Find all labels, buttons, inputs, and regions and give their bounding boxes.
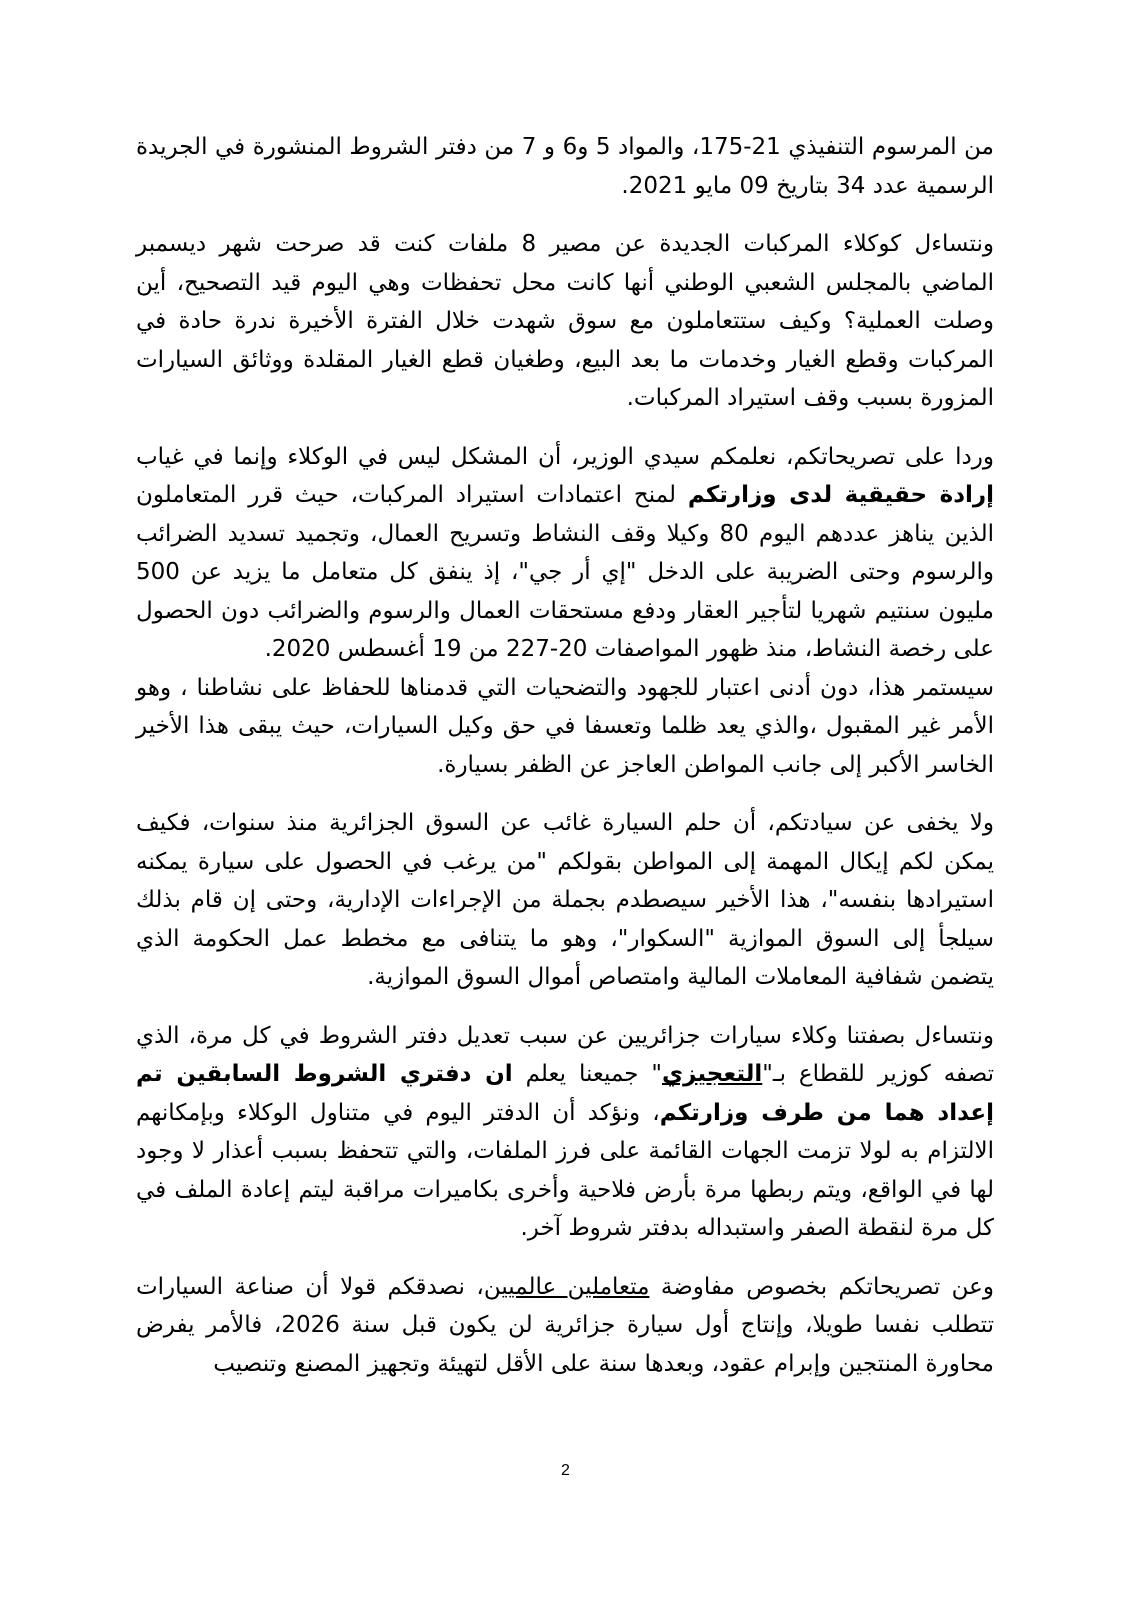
paragraph-rest: لمنح اعتمادات استيراد المركبات، حيث قرر المتعاملون الذين يناهز عددهم اليوم 80 وكيلا وقف النشاط وتسريح العمال، وتجميد تسديد الضرائب والرسوم وحتى الضريبة على الدخل "إي أر جي"، إذ ينفق كل متعامل ما يزيد عن 500 مليون سنتيم شهريا لتأجير العقار ودفع مستحقات العمال والرسوم والضرائب دون الحصول على رخصة النشاط، منذ ظهور المواصفات 20-227 من 19 أغسطس 2020. [136,482,994,662]
paragraph-car-dream [136,804,994,997]
paragraph-mid: " جميعنا يعلم [525,1061,662,1087]
paragraph-intro: وردا على تصريحاتكم، نعلمكم سيدي الوزير، أن المشكل ليس في الوكلاء وإنما في غياب [136,443,994,470]
document-body [136,128,994,1403]
page-number: 2 [561,1462,570,1479]
paragraph-text: سيستمر هذا، دون أدنى اعتبار للجهود والتضحيات التي قدمناها للحفاظ على نشاطنا ، وهو الأمر غير المقبول ،والذي يعد ظلما وتعسفا في حق وكيل السيارات، حيث يبقى هذا الأخير الخاسر الأكبر إلى جانب المواطن العاجز عن الظفر بسيارة. [136,674,994,778]
paragraph-text: من المرسوم التنفيذي 21-175، والمواد 5 و6 و 7 من دفتر الشروط المنشورة في الجريدة الرسمية عدد 34 بتاريخ 09 مايو 2021. [136,134,994,199]
paragraph-specifications [136,1017,994,1248]
paragraph-rest: ، نصدقكم قولا أن صناعة السيارات تتطلب نفسا طويلا، وإنتاج أول سيارة جزائرية لن يكون قبل سنة 2026، فالأمر يفرض محاورة المنتجين وإبرام عقود، وبعدها سنة على الأقل لتهيئة وتجهيز المصنع وتنصيب [136,1273,994,1377]
paragraph-text: ونتساءل كوكلاء المركبات الجديدة عن مصير 8 ملفات كنت قد صرحت شهر ديسمبر الماضي بالمجلس الشعبي الوطني أنها كانت محل تحفظات وهي اليوم قيد التصحيح، أين وصلت العملية؟ وكيف ستتعاملون مع سوق شهدت خلال الفترة الأخيرة ندرة حادة في المركبات وقطع الغيار وخدمات ما بعد البيع، وطغيان قطع الغيار المقلدة ووثائق السيارات المزورة بسبب وقف استيراد المركبات. [136,231,995,411]
underline-emphasis: متعاملين عالميين [483,1273,650,1300]
paragraph-rest: ، ونؤكد أن الدفتر اليوم في متناول الوكلاء وبإمكانهم الالتزام به لولا تزمت الجهات القائمة على فرز الملفات، والتي تتحفظ بسبب أعذار لا وجود لها في الواقع، ويتم ربطها مرة بأرض فلاحية وأخرى بكاميرات مراقبة ليتم إعادة الملف في كل مرة لنقطة الصفر واستبداله بدفتر شروط آخر. [136,1099,994,1241]
bold-underline-emphasis: التعجيزي [662,1061,763,1087]
bold-emphasis: ان دفتري الشروط السابقين تم إعداد هما من طرف وزارتكم [136,1061,994,1126]
paragraph-intro: ونتساءل بصفتنا وكلاء سيارات جزائريين عن سبب تعديل دفتر الشروط في كل مرة، الذي تصفه كوزير للقطاع بـ" [136,1022,995,1087]
paragraph-files-question [136,225,994,418]
paragraph-global-operators [136,1268,994,1384]
bold-emphasis: إرادة حقيقية لدى وزارتكم [687,482,995,508]
paragraph-response [136,438,994,669]
paragraph-continuation [136,669,994,785]
paragraph-decree-reference [136,128,994,205]
paragraph-intro: وعن تصريحاتكم بخصوص مفاوضة [660,1273,994,1300]
paragraph-text: ولا يخفى عن سيادتكم، أن حلم السيارة غائب عن السوق الجزائرية منذ سنوات، فكيف يمكن لكم إيكال المهمة إلى المواطن بقولكم "من يرغب في الحصول على سيارة يمكنه استيرادها بنفسه"، هذا الأخير سيصطدم بجملة من الإجراءات الإدارية، وحتى إن قام بذلك سيلجأ إلى السوق الموازية "السكوار"، وهو ما يتنافى مع مخطط عمل الحكومة الذي يتضمن شفافية المعاملات المالية وامتصاص أموال السوق الموازية. [136,810,994,990]
